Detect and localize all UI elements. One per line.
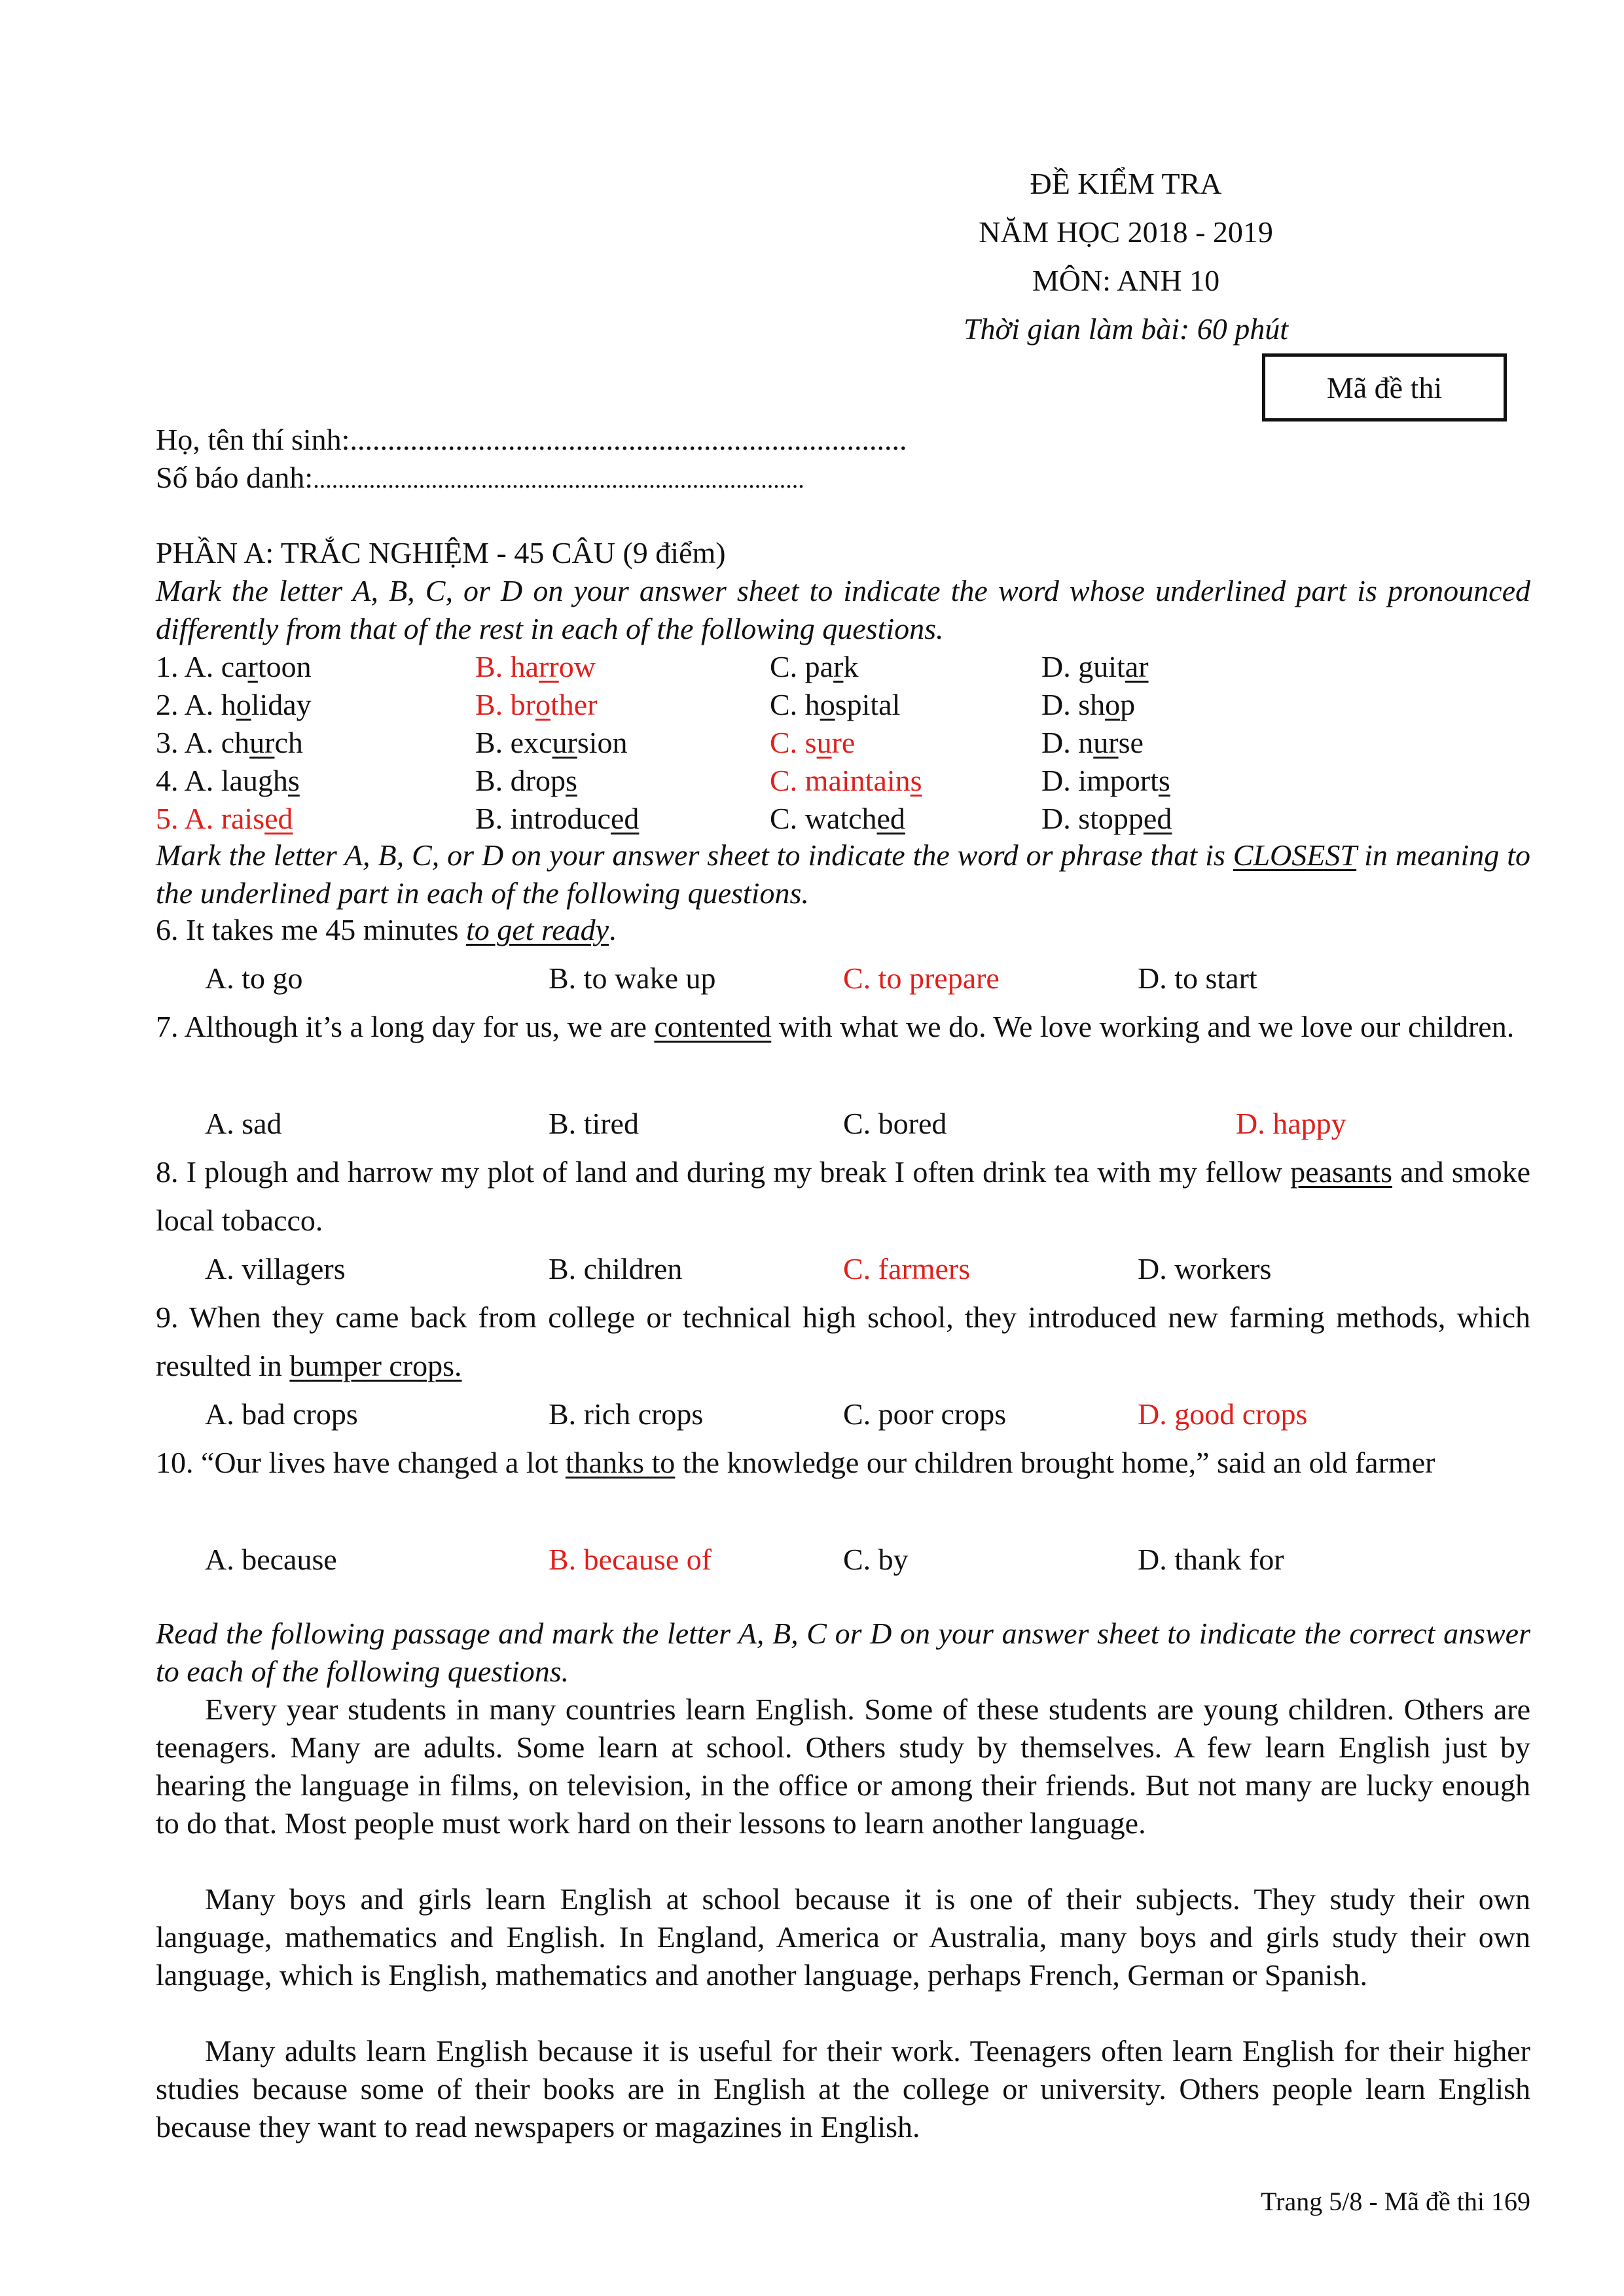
pron-q3-option-d: D. nurse: [1041, 726, 1144, 759]
student-id-dots: ...............................................................................: [313, 466, 804, 493]
q8-option-c: C. farmers: [843, 1252, 971, 1285]
question-9: [156, 1293, 1530, 1390]
question-8-underlined: peasants: [1290, 1155, 1392, 1189]
question-10-text: 10. “Our lives have changed a lot: [156, 1446, 566, 1479]
q8-option-d: D. workers: [1138, 1252, 1272, 1285]
q6-option-a: A. to go: [205, 961, 303, 995]
student-name-dots: ..........................................................................: [350, 423, 907, 456]
pron-q3-option-b: B. excursion: [475, 726, 628, 759]
q10-option-a: A. because: [205, 1543, 337, 1576]
question-6-text: 6. It takes me 45 minutes: [156, 913, 466, 946]
pron-q5-option-b: B. introduced: [475, 802, 640, 835]
q9-option-c: C. poor crops: [843, 1397, 1007, 1431]
q7-option-b: B. tired: [549, 1107, 639, 1140]
instruction-pronunciation: Mark the letter A, B, C, or D on your answer sheet to indicate the word whose underlined part is pronounced differently from that of the rest in each of the following questions.: [156, 574, 1530, 645]
pron-q2-option-a: 2. A. holiday: [156, 688, 312, 721]
pron-q5-option-c: C. watched: [770, 802, 905, 835]
pron-q3-option-c: C. sure: [770, 726, 856, 759]
time-limit: Thời gian làm bài: 60 phút: [963, 312, 1289, 346]
instruction-synonym-post: in meaning to the underlined part in each of the following questions.: [156, 838, 1530, 910]
question-7: [156, 1003, 1530, 1051]
part-a-title: PHẦN A: TRẮC NGHIỆM - 45 CÂU (9 điểm): [156, 536, 726, 569]
question-10-underlined: thanks to: [565, 1446, 676, 1479]
question-7-options: [156, 1100, 1530, 1148]
q7-option-d: D. happy: [1236, 1107, 1346, 1140]
pronunciation-row: [156, 648, 1530, 686]
question-6-end: .: [609, 913, 617, 946]
q8-option-b: B. children: [549, 1252, 683, 1285]
instruction-synonym-closest: CLOSEST: [1233, 838, 1357, 872]
question-7-end: with what we do. We love working and we love our children.: [771, 1010, 1515, 1043]
exam-code-label: Mã đề thi: [1326, 370, 1443, 404]
q8-option-a: A. villagers: [205, 1252, 346, 1285]
pron-q2-option-b: B. brother: [475, 688, 598, 721]
q7-option-a: A. sad: [205, 1107, 282, 1140]
instruction-synonym: [156, 836, 1530, 912]
q6-option-b: B. to wake up: [549, 961, 716, 995]
student-name-label: Họ, tên thí sinh:: [156, 423, 350, 456]
exam-code-box: [1262, 353, 1507, 422]
question-10-options: [156, 1535, 1530, 1584]
passage-paragraph-2: Many boys and girls learn English at school because it is one of their subjects. They study their own language, mathematics and English. In England, America or Australia, many boys and girls study their own language, which is English, mathematics and another language, perhaps French, German or Spanish.: [156, 1882, 1530, 1992]
question-9-underlined: bumper crops.: [289, 1349, 462, 1382]
pron-q4-option-c: C. maintains: [770, 764, 922, 797]
school-year: NĂM HỌC 2018 - 2019: [979, 215, 1273, 249]
pron-q5-option-d: D. stopped: [1041, 802, 1172, 835]
question-7-text: 7. Although it’s a long day for us, we are: [156, 1010, 655, 1043]
pronunciation-row: [156, 762, 1530, 800]
q9-option-b: B. rich crops: [549, 1397, 704, 1431]
pron-q2-option-c: C. hospital: [770, 688, 901, 721]
pron-q1-option-c: C. park: [770, 650, 859, 683]
pron-q4-option-b: B. drops: [475, 764, 577, 797]
q6-option-c: C. to prepare: [843, 961, 1000, 995]
pron-q1-option-b: B. harrow: [475, 650, 596, 683]
exam-title: ĐỀ KIỂM TRA: [1030, 167, 1222, 200]
q10-option-c: C. by: [843, 1543, 909, 1576]
question-8-end: and smoke local tobacco.: [156, 1155, 1531, 1237]
question-10-end: the knowledge our children brought home,” said an old farmer: [675, 1446, 1435, 1479]
question-6-options: [156, 954, 1530, 1003]
pronunciation-row: [156, 724, 1530, 762]
question-6-underlined: to get ready: [465, 913, 609, 946]
student-name-line: [156, 421, 907, 459]
question-number: 5.: [156, 802, 185, 835]
pron-q1-option-d: D. guitar: [1041, 650, 1149, 683]
pron-q4-option-d: D. imports: [1041, 764, 1170, 797]
q10-option-b: B. because of: [549, 1543, 712, 1576]
question-8-options: [156, 1245, 1530, 1293]
question-9-options: [156, 1390, 1530, 1439]
question-9-text: 9. When they came back from college or technical high school, they introduced new farming methods, which resulted in: [156, 1300, 1530, 1382]
pron-q3-option-a: 3. A. church: [156, 726, 303, 759]
student-id-line: [156, 459, 804, 499]
pron-q4-option-a: 4. A. laughs: [156, 764, 300, 797]
q9-option-a: A. bad crops: [205, 1397, 358, 1431]
question-number: 4.: [156, 764, 185, 797]
question-number: 2.: [156, 688, 185, 721]
question-number: 1.: [156, 650, 185, 683]
q9-option-d: D. good crops: [1138, 1397, 1308, 1431]
question-6: [156, 906, 1530, 954]
question-7-underlined: contented: [654, 1010, 772, 1043]
q7-option-c: C. bored: [843, 1107, 947, 1140]
pronunciation-row: [156, 800, 1530, 838]
instruction-reading: Read the following passage and mark the letter A, B, C or D on your answer sheet to indicate the correct answer to each of the following questions.: [156, 1617, 1530, 1688]
question-8-text: 8. I plough and harrow my plot of land and during my break I often drink tea with my fellow: [156, 1155, 1291, 1189]
subject: MÔN: ANH 10: [1032, 264, 1220, 297]
instruction-synonym-pre: Mark the letter A, B, C, or D on your answer sheet to indicate the word or phrase that is: [156, 838, 1233, 872]
question-number: 3.: [156, 726, 185, 759]
question-10: [156, 1439, 1530, 1487]
q6-option-d: D. to start: [1138, 961, 1257, 995]
pron-q5-option-a: 5. A. raised: [156, 802, 293, 835]
pronunciation-row: [156, 686, 1530, 724]
question-8: [156, 1148, 1530, 1245]
page-footer: Trang 5/8 - Mã đề thi 169: [1261, 2187, 1530, 2216]
passage-paragraph-3: Many adults learn English because it is useful for their work. Teenagers often learn English for their higher studies because some of their books are in English at the college or university. Others people learn English because they want to read newspapers or magazines in English.: [156, 2034, 1530, 2144]
passage-paragraph-1: Every year students in many countries learn English. Some of these students are young children. Others are teenagers. Many are adults. Some learn at school. Others study by themselves. A few learn English just by hearing the language in films, on television, in the office or among their friends. But not many are lucky enough to do that. Most people must work hard on their lessons to learn another language.: [156, 1693, 1530, 1840]
pron-q2-option-d: D. shop: [1041, 688, 1136, 721]
pron-q1-option-a: 1. A. cartoon: [156, 650, 312, 683]
student-id-label: Số báo danh:: [156, 461, 314, 494]
q10-option-d: D. thank for: [1138, 1543, 1284, 1576]
